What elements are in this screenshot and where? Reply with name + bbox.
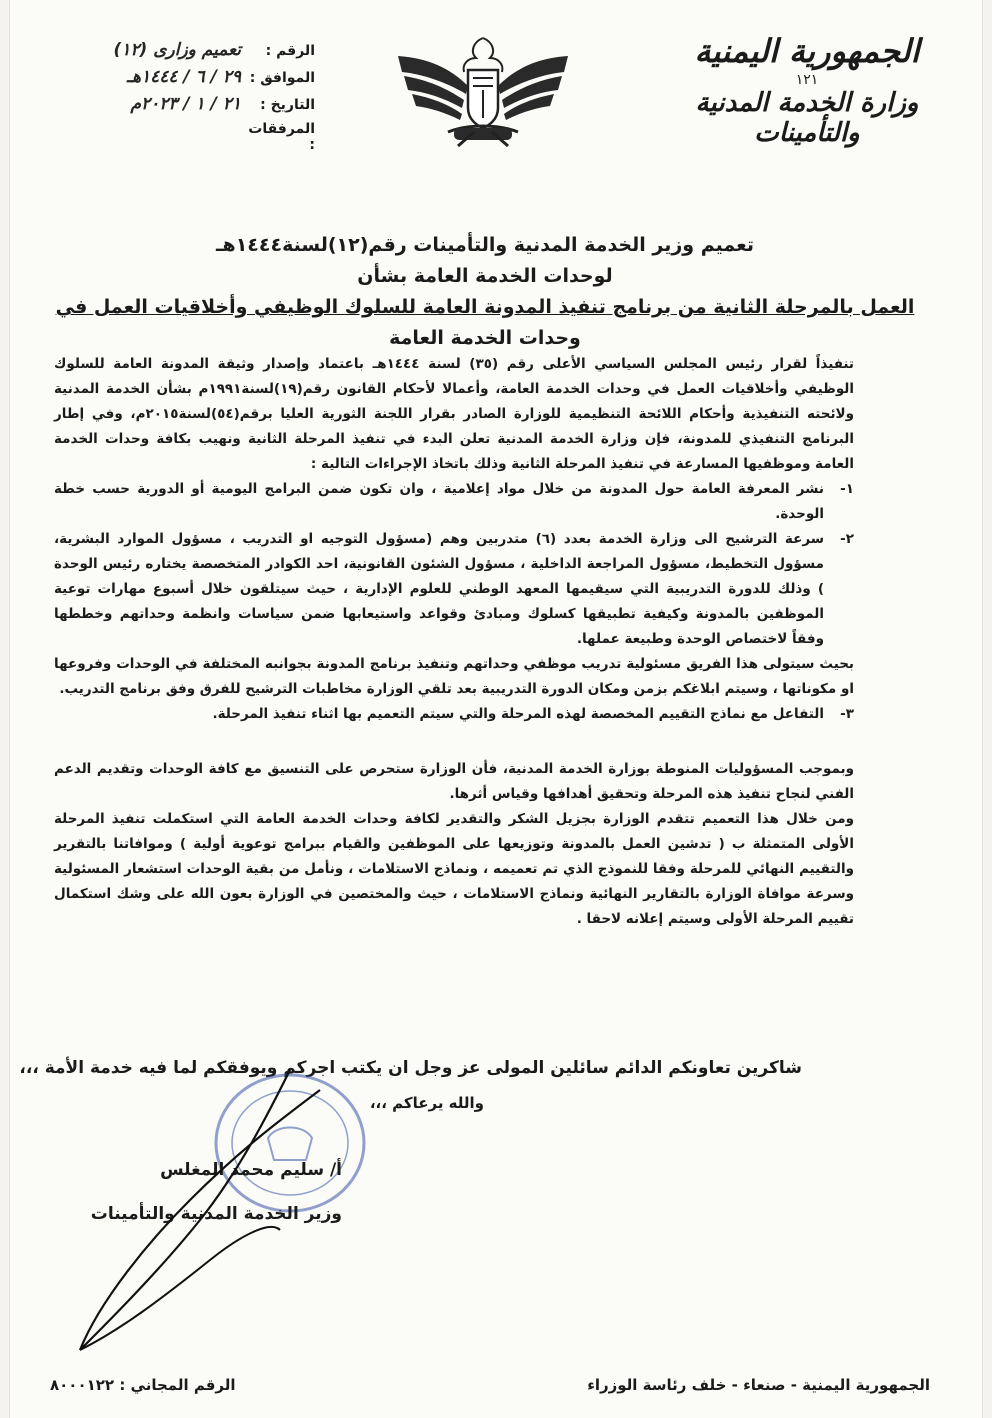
- footer-free-number: الرقم المجاني : ٨٠٠٠١٢٢: [50, 1376, 236, 1394]
- country-name: الجمهورية اليمنية: [694, 32, 920, 70]
- list-item-number: ٢-: [840, 531, 854, 547]
- meta-number-value: تعميم وزارى (١٢): [113, 40, 241, 60]
- meta-attachments-row: [30, 121, 315, 153]
- meta-hijri-row: [30, 67, 315, 94]
- list-item: [54, 702, 854, 727]
- signatory-title: وزير الخدمة المدنية والتأمينات: [90, 1204, 342, 1224]
- closing-blessing: والله يرعاكم ،،،: [369, 1094, 484, 1112]
- list-item-number: ١-: [840, 481, 854, 497]
- meta-hijri-value: ٢٩ / ٦ / ١٤٤٤هـ: [127, 67, 241, 87]
- letterhead-right: [672, 32, 942, 148]
- circular-body: [54, 352, 854, 932]
- procedures-list-cont: [54, 702, 854, 727]
- meta-date-value: ٢١ / ١ / ٢٠٢٣م: [130, 94, 241, 114]
- intro-paragraph: تنفيذاً لقرار رئيس المجلس السياسي الأعلى رقم (٣٥) لسنة ١٤٤٤هـ باعتماد وإصدار وثيقة المدونة العامة للسلوك الوظيفي وأخلاقيات العمل في وحدات الخدمة العامة، وأعمالا لأحكام القانون رقم(١٩)لسنة١٩٩١م بشأن الخدمة المدنية ولائحته التنفيذية وأحكام اللائحة التنظيمية للوزارة الصادر بقرار اللجنة الثورية العليا برقم(٥٤)لسنة٢٠١٥م، وفي إطار البرنامج التنفيذي للمدونة، فإن وزارة الخدمة المدنية تعلن البدء في تنفيذ المرحلة الثانية ونهيب بكافة وحدات الخدمة العامة وموظفيها المسارعة في تنفيذ المرحلة الثانية وذلك باتخاذ الإجراءات التالية :: [54, 356, 855, 472]
- thanks-paragraph: ومن خلال هذا التعميم تتقدم الوزارة بجزيل الشكر والتقدير لكافة وحدات الخدمة العامة التي استكملت تنفيذ المرحلة الأولى المتمثلة ب ( تدشين العمل بالمدونة وتوزيعها على الموظفين والقيام ببرامج توعوية أولية ) وموافاتنا بالتقرير والتقييم النهائي للمرحلة وفقا للنموذج الذي تم تعميمه ، ونماذج الاستلامات ، ونأمل من بقية الوحدات استشعار المسئولية وسرعة موافاة الوزارة بالتقارير النهائية ونماذج الاستلامات ، حيث والمختصين في الوزارة بعون الله على وشك استكمال تقييم المرحلة الأولى وسيتم إعلانه لاحقا .: [54, 811, 854, 927]
- list-item-text: التفاعل مع نماذج التقييم المخصصة لهذه المرحلة والتي سيتم التعميم بها اثناء تنفيذ المرحلة.: [212, 706, 824, 722]
- ministry-name: وزارة الخدمة المدنية والتأمينات: [695, 88, 919, 148]
- list-item-text: سرعة الترشيح الى وزارة الخدمة بعدد (٦) متدربين وهم (مسؤول التوجيه او التدريب ، مسؤول الموارد البشرية، مسؤول التخطيط، مسؤول المراجعة الداخلية ، مسؤول الشئون القانونية، احد الكوادر المتخصصة يختاره رئيس الوحدة ) وذلك للدورة التدريبية التي سيقيمها المعهد الوطني للعلوم الإدارية ، حيث سيتلقون خلال أسبوع مهارات توعية الموظفين بالمدونة وكيفية تطبيقها كسلوك ومبادئ وقواعد واستيعابها ضمن سياسات وانظمة وحداتهم وخططها وفقاً لاختصاص الوحدة وطبيعة عملها.: [54, 531, 824, 647]
- closing-line: شاكرين تعاونكم الدائم سائلين المولى عز وجل ان يكتب اجركم ويوفقكم لما فيه خدمة الأمة ،،،: [19, 1058, 802, 1078]
- meta-attachments-label: المرفقات :: [248, 121, 315, 153]
- list-item-text: نشر المعرفة العامة حول المدونة من خلال مواد إعلامية ، وان تكون ضمن البرامج اليومية أو الدورية حسب خطة الوحدة.: [54, 481, 824, 522]
- handwritten-signature-icon: [40, 1050, 390, 1360]
- yemen-eagle-emblem-icon: [388, 28, 578, 154]
- circular-title: [50, 230, 920, 354]
- list-item: [54, 527, 854, 652]
- letter-footer: [50, 1376, 930, 1406]
- header-small-number: ١٢١: [795, 72, 819, 88]
- procedures-list: [54, 477, 854, 652]
- list-item: [54, 477, 854, 527]
- meta-date-row: [30, 94, 315, 121]
- list-item-number: ٣-: [840, 706, 854, 722]
- signatory-name: أ/ سليم محمد المغلس: [160, 1160, 342, 1180]
- title-line-3: العمل بالمرحلة الثانية من برنامج تنفيذ المدونة العامة للسلوك الوظيفي وأخلاقيات العمل في: [55, 296, 915, 318]
- title-line-2: لوحدات الخدمة العامة بشأن: [357, 265, 613, 287]
- document-page: [10, 0, 982, 1418]
- support-paragraph: وبموجب المسؤوليات المنوطة بوزارة الخدمة المدنية، فأن الوزارة ستحرص على التنسيق مع كافة الوحدات وتقديم الدعم الفني لنجاح تنفيذ هذه المرحلة وتحقيق أهدافها وقياس أثرها.: [54, 761, 854, 802]
- training-paragraph: بحيث سيتولى هذا الفريق مسئولية تدريب موظفي وحداتهم وتنفيذ برنامج المدونة بجوانبه المختلفة في الوحدات وفروعها او مكوناتها ، وسيتم ابلاغكم بزمن ومكان الدورة التدريبية بعد تلقي الوزارة مخاطبات الترشيح للفرق وفق برنامج التدريب.: [54, 656, 854, 697]
- title-line-1: تعميم وزير الخدمة المدنية والتأمينات رقم(١٢)لسنة١٤٤٤هـ: [216, 234, 754, 256]
- letter-meta: [30, 40, 315, 153]
- meta-hijri-label: الموافق :: [249, 70, 315, 86]
- meta-date-label: التاريخ :: [260, 97, 315, 113]
- meta-number-label: الرقم :: [265, 43, 315, 59]
- title-line-4: وحدات الخدمة العامة: [389, 327, 581, 349]
- footer-address: الجمهورية اليمنية - صنعاء - خلف رئاسة الوزراء: [587, 1376, 930, 1394]
- meta-number-row: [30, 40, 315, 67]
